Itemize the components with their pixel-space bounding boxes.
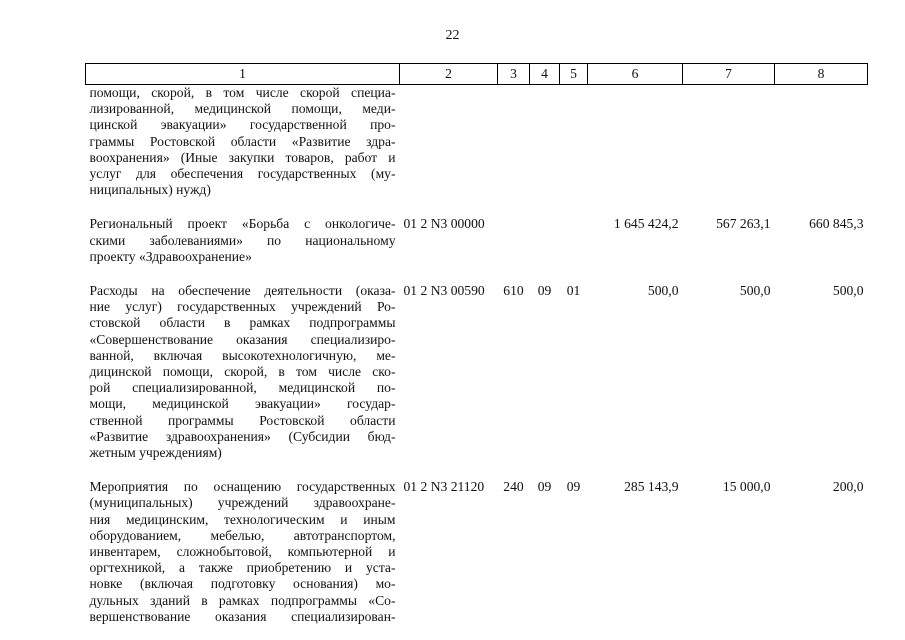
col-header-7: 7 [683,64,775,85]
row-amount-year-2: 500,0 [739,283,771,299]
description-line: жетным учреждениям) [89,445,222,461]
row-subsection [560,216,588,283]
row-amount-year-3: 500,0 [832,283,864,299]
row-subsection: 01 [566,283,581,299]
description-line: воохранения» (Иные закупки товаров, работ и [89,149,396,165]
row-amount-year-2: 567 263,1 [716,216,771,232]
description-line: помощи, скорой, в том числе скорой специа- [89,85,396,100]
description-line: дицинской помощи, скорой, в том числе ско- [89,364,396,380]
row-expense-type [498,85,530,217]
budget-table [85,63,868,625]
row-amount-year-3: 200,0 [832,479,864,495]
table-row [86,85,868,217]
col-header-8: 8 [775,64,868,85]
description-line: стовской области в рамках подпрограммы [89,315,396,331]
row-subsection: 09 [566,479,581,495]
row-expense-type: 610 [503,283,524,299]
table-row [86,479,868,625]
table-row [86,283,868,479]
description-line: ния медицинским, технологическим и иным [89,511,396,527]
col-header-3: 3 [498,64,530,85]
description-line: Региональный проект «Борьба с онкологиче- [89,216,396,232]
description-line: оборудованием, мебелью, автотранспортом, [89,527,396,543]
row-description [86,216,400,283]
description-line: услуг для обеспечения государственных (му- [89,166,396,182]
description-line: дульных зданий в рамках подпрограммы «Со- [89,592,396,608]
col-header-2: 2 [400,64,498,85]
description-line: «Совершенствование оказания специализиро- [89,331,396,347]
row-target-code [400,85,498,217]
row-amount-year-3: 660 845,3 [809,216,864,232]
row-description [86,283,400,479]
description-line: лизированной, медицинской помощи, меди- [89,101,396,117]
description-line: (муниципальных) учреждений здравоохране- [89,495,396,511]
row-amount-year-1: 1 645 424,2 [613,216,679,232]
row-description [86,479,400,625]
row-target-code: 01 2 N3 00000 [403,216,485,232]
row-amount-year-2 [683,85,775,217]
description-line: ственной программы Ростовской области [89,412,396,428]
table-row [86,216,868,283]
description-line: Расходы на обеспечение деятельности (оказа- [89,283,396,299]
row-section: 09 [537,283,552,299]
description-line: мощи, медицинской эвакуации» государ- [89,396,396,412]
description-line: Мероприятия по оснащению государственных [89,479,396,495]
description-line: скими заболеваниями» по национальному [89,232,396,248]
description-line: ниципальных) нужд) [89,182,211,198]
row-expense-type [498,216,530,283]
description-line: граммы Ростовской области «Развитие здра- [89,133,396,149]
row-subsection [560,85,588,217]
description-line: «Развитие здравоохранения» (Субсидии бюд- [89,428,396,444]
description-line: вершенствование оказания специализирован- [89,608,396,624]
col-header-6: 6 [588,64,683,85]
description-line: цинской эвакуации» государственной про- [89,117,396,133]
description-line: оргтехникой, а также приобретению и уста- [89,560,396,576]
description-line: новке (включая подготовку основания) мо- [89,576,396,592]
col-header-1: 1 [86,64,400,85]
header-row [86,64,868,85]
row-target-code: 01 2 N3 00590 [403,283,485,299]
row-amount-year-1: 500,0 [647,283,679,299]
row-section [530,216,560,283]
row-description [86,85,400,217]
description-line: ванной, включая высокотехнологичную, ме- [89,347,396,363]
col-header-5: 5 [560,64,588,85]
row-expense-type: 240 [503,479,524,495]
row-section [530,85,560,217]
description-line: инвентарем, сложнобытовой, компьютерной и [89,544,396,560]
row-target-code: 01 2 N3 21120 [403,479,485,495]
col-header-4: 4 [530,64,560,85]
page-number: 22 [445,28,460,43]
row-amount-year-1: 285 143,9 [624,479,679,495]
description-line: проекту «Здравоохранение» [89,248,252,264]
row-amount-year-2: 15 000,0 [722,479,771,495]
row-amount-year-3 [775,85,868,217]
description-line: ние услуг) государственных учреждений Ро- [89,299,396,315]
row-amount-year-1 [588,85,683,217]
row-section: 09 [537,479,552,495]
description-line: рой специализированной, медицинской по- [89,380,396,396]
